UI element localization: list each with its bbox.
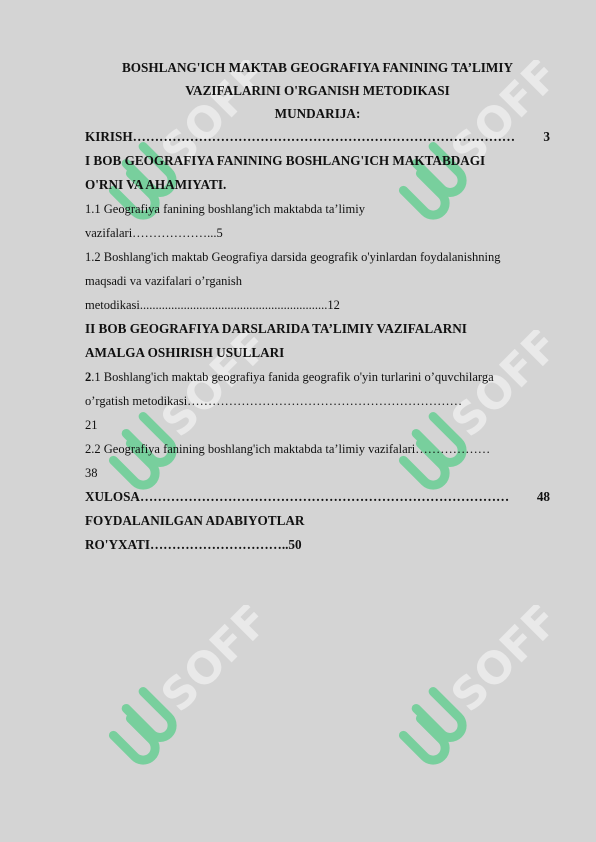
toc-section-line: metodikasi............................................................12 <box>85 298 340 312</box>
toc-entry-bob1[interactable] <box>85 149 550 197</box>
watermark-logo <box>75 605 265 795</box>
watermark-logo <box>365 605 555 795</box>
svg-text:SOFF: SOFF <box>151 605 265 722</box>
toc-entry-1-2[interactable] <box>85 245 550 317</box>
toc-section-number: 2 <box>85 370 92 384</box>
toc-section-line: o’rgatish metodikasi………………………………………………………… <box>85 394 463 408</box>
toc-chapter-line: FOYDALANILGAN ADABIYOTLAR <box>85 513 305 528</box>
toc-leader: ………………………………………………………………………… <box>139 489 510 504</box>
svg-text:SOFF: SOFF <box>151 330 265 447</box>
toc-heading: MUNDARIJA: <box>274 106 361 121</box>
toc-section-line: 1.2 Boshlang'ich maktab Geografiya darsida geografik o'yinlardan foydalanishning <box>85 250 501 264</box>
document-body <box>85 56 550 557</box>
toc-entry-1-1[interactable] <box>85 197 550 245</box>
toc-chapter-line: II BOB GEOGRAFIYA DARSLARIDA TA’LIMIY VAZIFALARNI <box>85 321 467 336</box>
svg-text:SOFF: SOFF <box>441 605 555 722</box>
toc-page: 48 <box>536 489 550 504</box>
toc-label: XULOSA <box>85 489 140 504</box>
toc-section-line: 38 <box>85 466 98 480</box>
toc-section-line: 1.1 Geografiya fanining boshlang'ich maktabda ta’limiy <box>85 202 365 216</box>
toc-entry-kirish[interactable] <box>85 125 550 149</box>
document-title <box>85 56 550 125</box>
toc-page: 3 <box>543 129 550 144</box>
title-line-1: BOSHLANG'ICH MAKTAB GEOGRAFIYA FANINING TA’LIMIY <box>121 60 514 75</box>
toc-chapter-line: AMALGA OSHIRISH USULLARI <box>85 345 285 360</box>
toc-chapter-line: O'RNI VA AHAMIYATI. <box>85 177 227 192</box>
toc-section-line <box>85 365 550 389</box>
svg-text:SOFF: SOFF <box>441 60 555 177</box>
toc-section-text: .1 Boshlang'ich maktab geografiya fanida geografik o'yin turlarini o’quvchilarga <box>91 370 494 384</box>
toc-section-line: maqsadi va vazifalari o’rganish <box>85 274 243 288</box>
toc-entry-2-1[interactable] <box>85 365 550 437</box>
toc-entry-bob2[interactable] <box>85 317 550 365</box>
toc-entry-adabiyot[interactable] <box>85 509 550 557</box>
toc-section-line: 21 <box>85 418 98 432</box>
toc-leader: …………………………………………………………………………… <box>132 129 516 144</box>
toc-entry-2-2[interactable] <box>85 437 550 485</box>
toc-chapter-line: I BOB GEOGRAFIYA FANINING BOSHLANG'ICH MAKTABDAGI <box>85 153 486 168</box>
toc-entry-xulosa[interactable] <box>85 485 550 509</box>
svg-text:SOFF: SOFF <box>151 60 265 177</box>
svg-text:SOFF: SOFF <box>441 330 555 447</box>
toc-section-line: 2.2 Geografiya fanining boshlang'ich maktabda ta’limiy vazifalari……………… <box>85 442 491 456</box>
title-line-2: VAZIFALARINI O'RGANISH METODIKASI <box>185 83 450 98</box>
toc-chapter-line: RO'YXATI…………………………..50 <box>85 537 302 552</box>
toc-section-line: vazifalari………………...5 <box>85 226 223 240</box>
toc-label: KIRISH <box>85 129 133 144</box>
